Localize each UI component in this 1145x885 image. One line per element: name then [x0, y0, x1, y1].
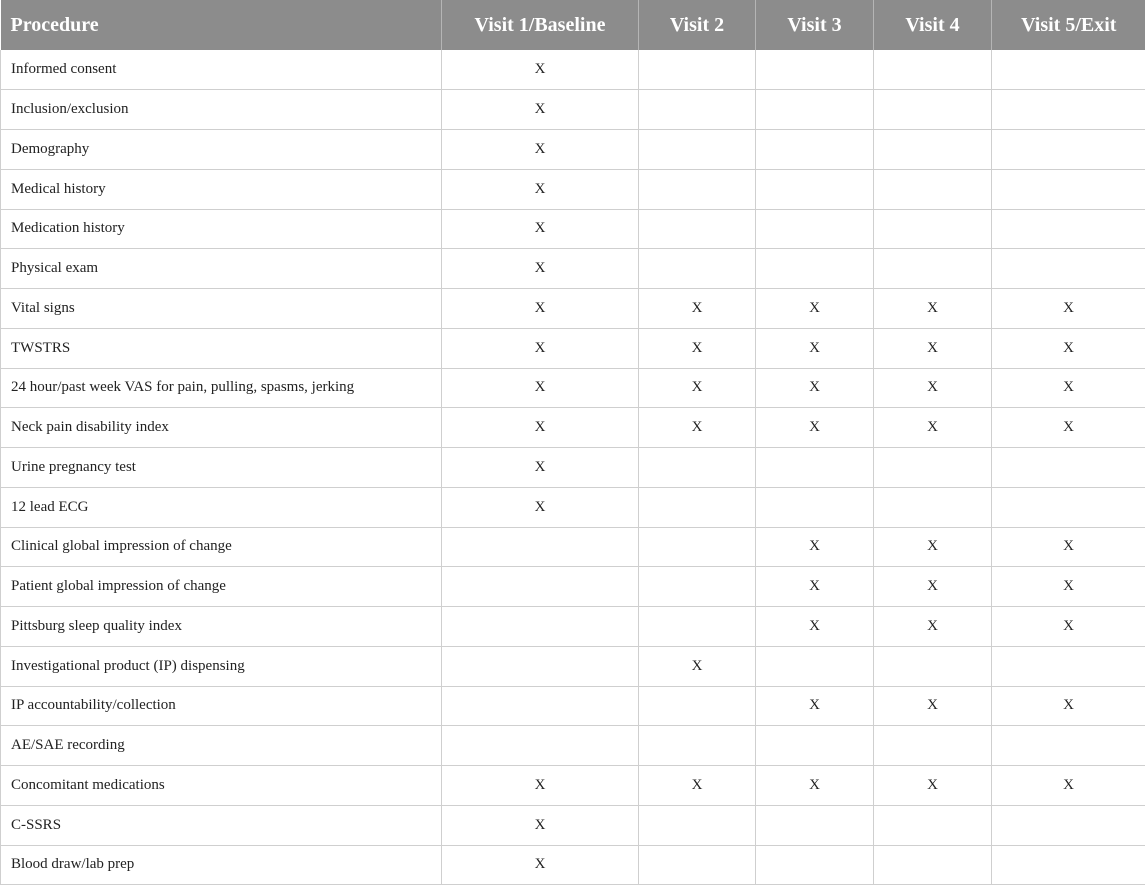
visit-5-cell: X	[992, 527, 1145, 567]
visit-4-cell	[874, 130, 992, 170]
visit-5-cell	[992, 805, 1145, 845]
visit-4-cell	[874, 209, 992, 249]
visit-3-cell: X	[756, 686, 874, 726]
procedure-cell: AE/SAE recording	[1, 726, 442, 766]
procedure-cell: Patient global impression of change	[1, 567, 442, 607]
visit-5-cell: X	[992, 289, 1145, 329]
visit-5-cell	[992, 209, 1145, 249]
visit-4-cell: X	[874, 527, 992, 567]
procedure-cell: Inclusion/exclusion	[1, 90, 442, 130]
table-header	[1, 0, 1145, 50]
visit-1-cell	[442, 686, 639, 726]
table-row	[1, 845, 1145, 885]
visit-3-cell	[756, 487, 874, 527]
visit-3-cell	[756, 169, 874, 209]
procedure-cell: Pittsburg sleep quality index	[1, 607, 442, 647]
visit-4-cell	[874, 90, 992, 130]
visit-3-cell: X	[756, 567, 874, 607]
visit-4-cell	[874, 845, 992, 885]
visit-4-cell	[874, 448, 992, 488]
table-row	[1, 169, 1145, 209]
visit-2-cell	[639, 845, 756, 885]
procedure-cell: Blood draw/lab prep	[1, 845, 442, 885]
header-visit-1: Visit 1/Baseline	[442, 0, 639, 50]
visit-2-cell: X	[639, 328, 756, 368]
visit-5-cell: X	[992, 686, 1145, 726]
visit-5-cell: X	[992, 368, 1145, 408]
procedure-cell: IP accountability/collection	[1, 686, 442, 726]
visit-2-cell	[639, 607, 756, 647]
procedure-cell: 12 lead ECG	[1, 487, 442, 527]
procedure-cell: Physical exam	[1, 249, 442, 289]
table-row	[1, 130, 1145, 170]
visit-4-cell	[874, 249, 992, 289]
visit-4-cell: X	[874, 686, 992, 726]
table-row	[1, 209, 1145, 249]
procedure-cell: Vital signs	[1, 289, 442, 329]
procedure-cell: Clinical global impression of change	[1, 527, 442, 567]
visit-1-cell: X	[442, 169, 639, 209]
visit-5-cell	[992, 646, 1145, 686]
table-row	[1, 487, 1145, 527]
visit-2-cell	[639, 209, 756, 249]
visit-5-cell	[992, 448, 1145, 488]
table-row	[1, 766, 1145, 806]
visit-4-cell: X	[874, 607, 992, 647]
table-row	[1, 289, 1145, 329]
visit-1-cell: X	[442, 487, 639, 527]
visit-3-cell	[756, 845, 874, 885]
visit-3-cell: X	[756, 766, 874, 806]
visit-2-cell	[639, 487, 756, 527]
procedure-cell: TWSTRS	[1, 328, 442, 368]
table-row	[1, 328, 1145, 368]
visit-2-cell	[639, 726, 756, 766]
visit-3-cell	[756, 130, 874, 170]
procedure-cell: Informed consent	[1, 50, 442, 90]
visit-1-cell: X	[442, 766, 639, 806]
table-row	[1, 368, 1145, 408]
visit-4-cell: X	[874, 408, 992, 448]
visit-5-cell	[992, 487, 1145, 527]
visit-3-cell	[756, 448, 874, 488]
visit-2-cell	[639, 448, 756, 488]
visit-4-cell	[874, 169, 992, 209]
table-row	[1, 527, 1145, 567]
visit-5-cell	[992, 50, 1145, 90]
table-row	[1, 607, 1145, 647]
visit-4-cell	[874, 487, 992, 527]
visit-3-cell	[756, 209, 874, 249]
visit-1-cell: X	[442, 249, 639, 289]
visit-4-cell: X	[874, 289, 992, 329]
header-visit-2: Visit 2	[639, 0, 756, 50]
visit-4-cell: X	[874, 766, 992, 806]
visit-1-cell: X	[442, 209, 639, 249]
table-row	[1, 805, 1145, 845]
visit-2-cell	[639, 527, 756, 567]
visit-2-cell	[639, 90, 756, 130]
header-visit-3: Visit 3	[756, 0, 874, 50]
visit-3-cell	[756, 50, 874, 90]
table-row	[1, 50, 1145, 90]
table-row	[1, 448, 1145, 488]
header-procedure: Procedure	[1, 0, 442, 50]
visit-3-cell: X	[756, 607, 874, 647]
procedure-cell: Concomitant medications	[1, 766, 442, 806]
visit-1-cell	[442, 567, 639, 607]
header-row	[1, 0, 1145, 50]
table-body	[1, 50, 1145, 885]
visit-4-cell	[874, 726, 992, 766]
visit-3-cell	[756, 805, 874, 845]
visit-3-cell	[756, 646, 874, 686]
table-row	[1, 249, 1145, 289]
visit-2-cell: X	[639, 289, 756, 329]
procedure-cell: Neck pain disability index	[1, 408, 442, 448]
visit-4-cell	[874, 50, 992, 90]
visit-1-cell: X	[442, 845, 639, 885]
table-row	[1, 726, 1145, 766]
visit-2-cell	[639, 805, 756, 845]
procedure-cell: Investigational product (IP) dispensing	[1, 646, 442, 686]
visit-2-cell: X	[639, 646, 756, 686]
visit-4-cell	[874, 646, 992, 686]
procedure-cell: C-SSRS	[1, 805, 442, 845]
visit-5-cell: X	[992, 567, 1145, 607]
table-row	[1, 567, 1145, 607]
visit-1-cell: X	[442, 289, 639, 329]
table-row	[1, 408, 1145, 448]
visit-4-cell: X	[874, 368, 992, 408]
visit-5-cell: X	[992, 766, 1145, 806]
visit-1-cell	[442, 726, 639, 766]
visit-4-cell	[874, 805, 992, 845]
table-row	[1, 90, 1145, 130]
visit-1-cell: X	[442, 805, 639, 845]
visit-3-cell	[756, 90, 874, 130]
visit-2-cell	[639, 130, 756, 170]
visit-3-cell: X	[756, 527, 874, 567]
visit-4-cell: X	[874, 567, 992, 607]
visit-2-cell: X	[639, 368, 756, 408]
visit-5-cell: X	[992, 408, 1145, 448]
visit-5-cell	[992, 130, 1145, 170]
table-row	[1, 646, 1145, 686]
visit-2-cell: X	[639, 766, 756, 806]
visit-5-cell: X	[992, 328, 1145, 368]
visit-2-cell	[639, 249, 756, 289]
visit-5-cell	[992, 845, 1145, 885]
procedure-cell: 24 hour/past week VAS for pain, pulling, spasms, jerking	[1, 368, 442, 408]
procedure-cell: Medical history	[1, 169, 442, 209]
visit-1-cell: X	[442, 448, 639, 488]
visit-2-cell	[639, 50, 756, 90]
header-visit-4: Visit 4	[874, 0, 992, 50]
visit-4-cell: X	[874, 328, 992, 368]
visit-3-cell	[756, 249, 874, 289]
header-visit-5: Visit 5/Exit	[992, 0, 1145, 50]
visit-3-cell: X	[756, 328, 874, 368]
visit-5-cell: X	[992, 607, 1145, 647]
procedure-cell: Urine pregnancy test	[1, 448, 442, 488]
visit-3-cell: X	[756, 368, 874, 408]
visit-3-cell: X	[756, 289, 874, 329]
visit-1-cell: X	[442, 90, 639, 130]
visit-1-cell: X	[442, 328, 639, 368]
visit-5-cell	[992, 726, 1145, 766]
visit-3-cell	[756, 726, 874, 766]
visit-1-cell	[442, 527, 639, 567]
visit-5-cell	[992, 169, 1145, 209]
visit-2-cell	[639, 169, 756, 209]
visit-1-cell	[442, 646, 639, 686]
visit-5-cell	[992, 90, 1145, 130]
table-row	[1, 686, 1145, 726]
visit-2-cell: X	[639, 408, 756, 448]
visit-2-cell	[639, 686, 756, 726]
visit-1-cell: X	[442, 408, 639, 448]
procedure-cell: Demography	[1, 130, 442, 170]
visit-1-cell	[442, 607, 639, 647]
visit-1-cell: X	[442, 130, 639, 170]
procedure-cell: Medication history	[1, 209, 442, 249]
visit-1-cell: X	[442, 50, 639, 90]
visit-5-cell	[992, 249, 1145, 289]
visit-3-cell: X	[756, 408, 874, 448]
visit-1-cell: X	[442, 368, 639, 408]
visit-2-cell	[639, 567, 756, 607]
